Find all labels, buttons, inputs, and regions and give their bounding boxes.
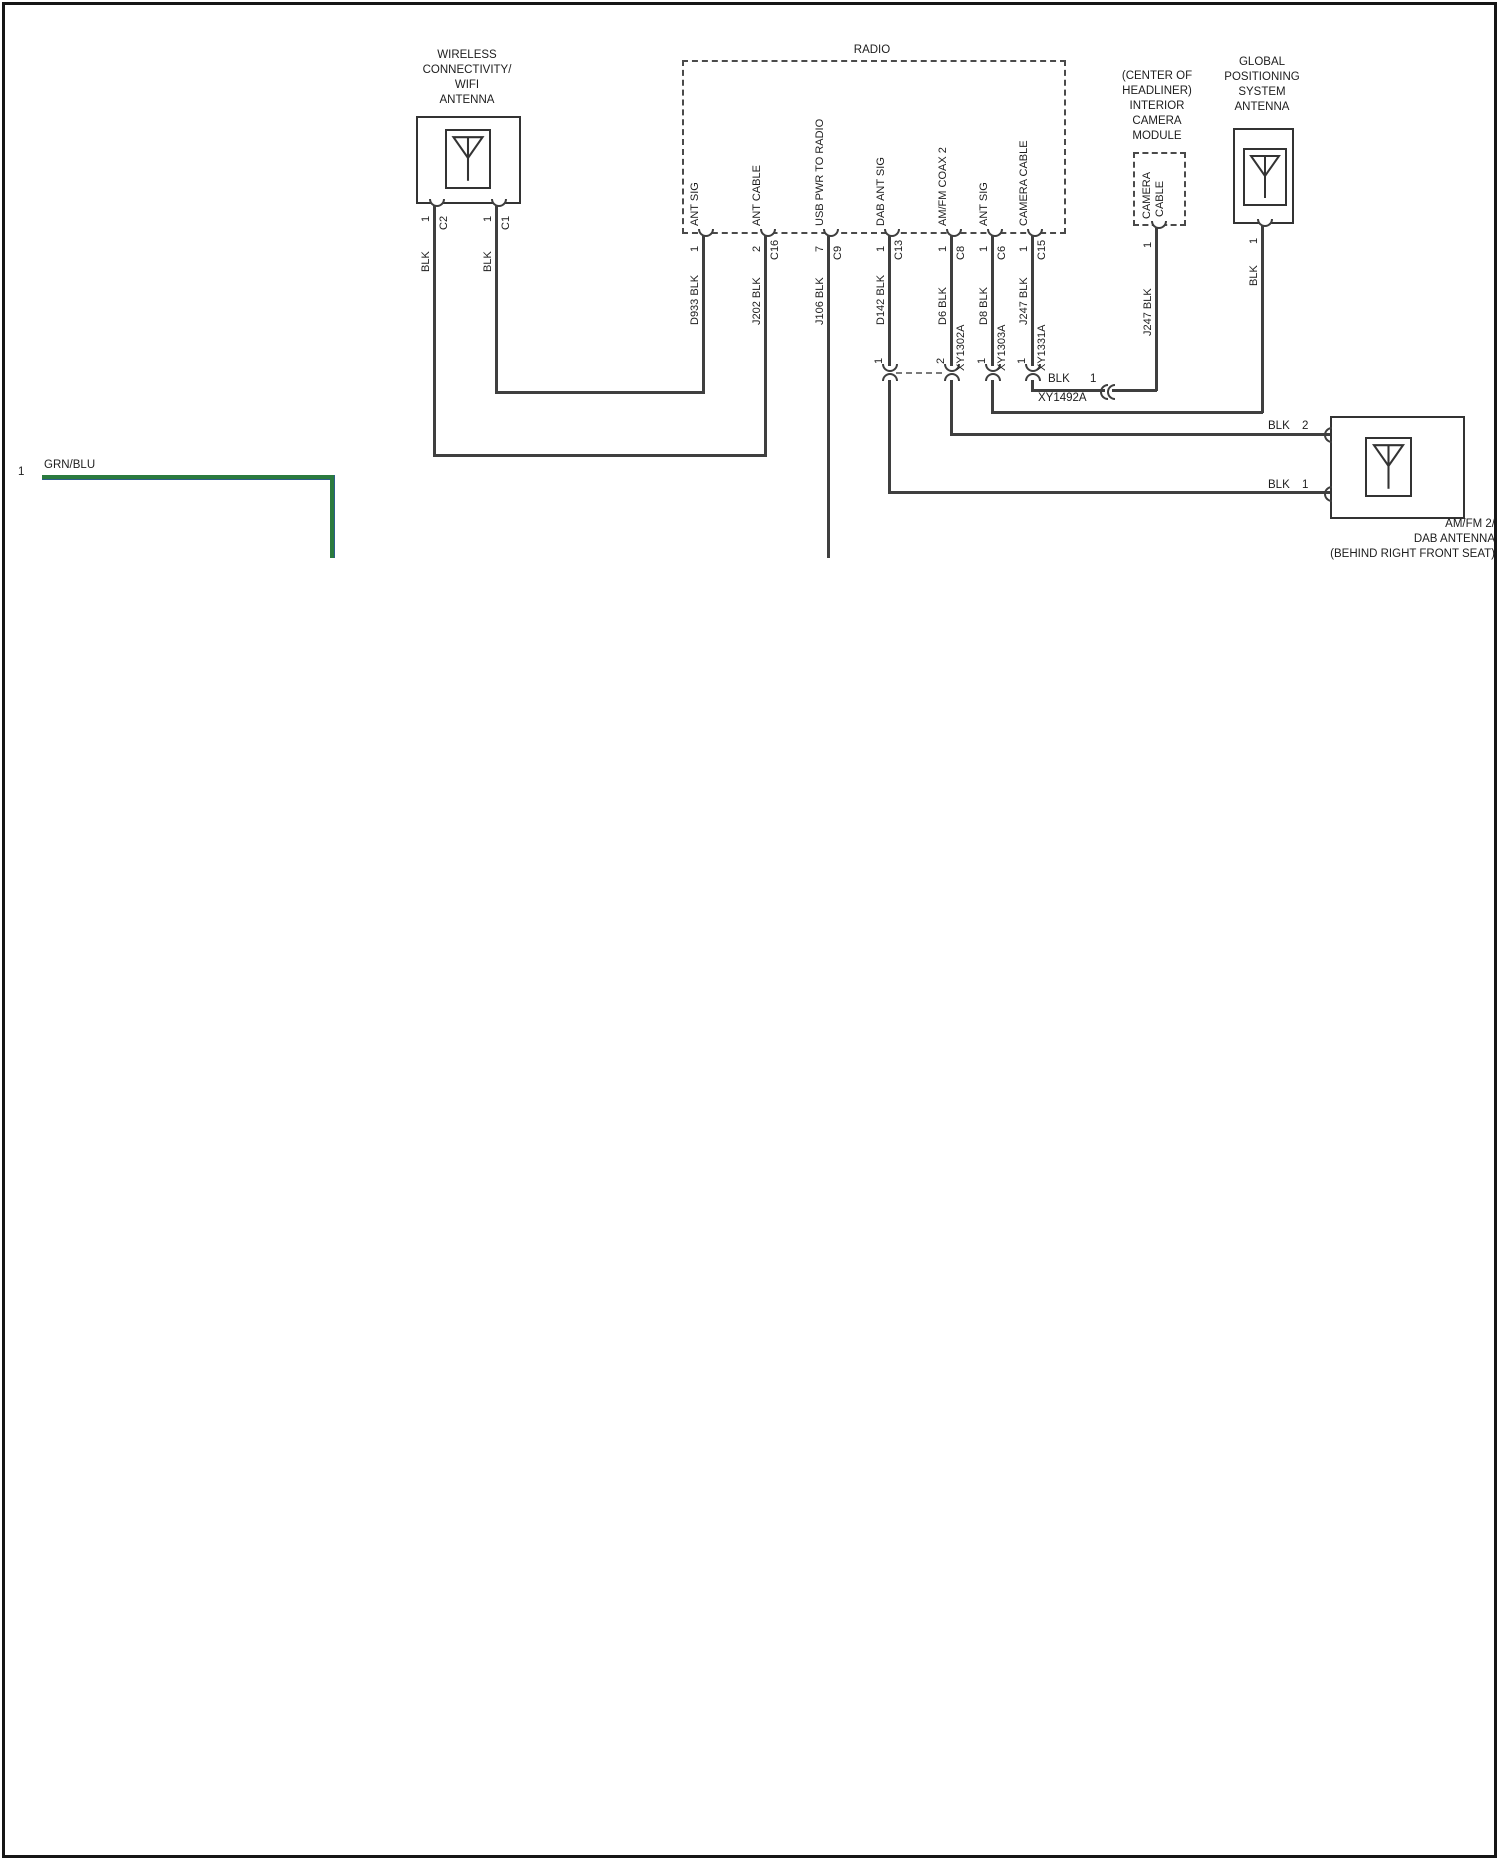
- pin-bracket: [1151, 221, 1167, 229]
- wire-d6: [950, 380, 953, 435]
- wire-c1-d933: [495, 391, 705, 394]
- pin-number: 1: [689, 245, 701, 252]
- antenna-icon: [445, 129, 491, 189]
- wire-color: BLK: [1268, 479, 1290, 491]
- wire-grn-blu: [42, 475, 334, 480]
- inline-connector: [882, 364, 898, 372]
- inline-connector-id: XY1331A: [1036, 324, 1048, 371]
- pin-bracket: [1257, 219, 1273, 227]
- pin-bracket: [429, 199, 445, 207]
- wire-d142: [888, 236, 891, 366]
- inline-connector-id: XY1302A: [955, 324, 967, 371]
- wire-j106: [827, 236, 830, 558]
- circuit-label: J202 BLK: [751, 277, 763, 325]
- pin-number: 1: [1248, 237, 1260, 244]
- circuit-label: J247 BLK: [1142, 288, 1154, 336]
- pin-number: 2: [751, 245, 763, 252]
- wire-c2-j202: [433, 454, 767, 457]
- radio-box: [682, 60, 1066, 234]
- pin-number: 1: [1018, 245, 1030, 252]
- pin-bracket: [491, 199, 507, 207]
- row-number: 1: [18, 466, 25, 478]
- pin-number: 2: [1302, 420, 1309, 432]
- inline-connector: [882, 373, 898, 381]
- wire-gps: [1261, 226, 1264, 413]
- pin-bracket: [1324, 486, 1332, 502]
- radio-pin-label: ANT CABLE: [751, 165, 763, 226]
- radio-pin-label: DAB ANT SIG: [875, 157, 887, 226]
- circuit-label: D8 BLK: [978, 287, 990, 325]
- pin-number: 1: [1302, 479, 1309, 491]
- pin-bracket: [1324, 427, 1332, 443]
- wire-d8-gps: [991, 411, 1263, 414]
- pin-bracket: [884, 229, 900, 237]
- inline-pin-number: 1: [1016, 357, 1028, 364]
- wire-d6: [950, 236, 953, 366]
- pin-number: 1: [978, 245, 990, 252]
- inline-pin-number: 2: [935, 357, 947, 364]
- connector-id: C13: [893, 239, 905, 260]
- wire-d142-antenna: [888, 491, 1330, 494]
- circuit-label: D933 BLK: [689, 274, 701, 325]
- wire-d8: [991, 236, 994, 366]
- wire-color: BLK: [1048, 373, 1070, 385]
- pin-number: 1: [420, 215, 432, 222]
- pin-bracket: [987, 229, 1003, 237]
- pin-number: 1: [482, 215, 494, 222]
- antenna-icon: [1365, 437, 1412, 497]
- connector-id: C6: [996, 245, 1008, 260]
- wire-color: BLK: [1248, 265, 1260, 286]
- radio-pin-label: AM/FM COAX 2: [937, 147, 949, 226]
- radio-pin-label: CAMERA CABLE: [1018, 140, 1030, 226]
- wire-label: GRN/BLU: [44, 459, 96, 471]
- wire-color: BLK: [420, 251, 432, 272]
- pin-bracket: [698, 229, 714, 237]
- pin-bracket: [946, 229, 962, 237]
- blurred-diagram-section: [0, 558, 1500, 1861]
- pin-bracket: [823, 229, 839, 237]
- circuit-label: D142 BLK: [875, 274, 887, 325]
- radio-pin-label: ANT SIG: [978, 182, 990, 226]
- inline-connector: [1107, 384, 1115, 400]
- connector-id: C9: [832, 245, 844, 260]
- camera-pin-word: CAMERA: [1141, 171, 1153, 219]
- circuit-label: J106 BLK: [814, 277, 826, 325]
- radio-title: RADIO: [853, 44, 891, 56]
- inline-connector-id: XY1303A: [996, 324, 1008, 371]
- connector-id: C16: [769, 239, 781, 260]
- wire-j247: [1112, 389, 1157, 392]
- radio-pin-label: ANT SIG: [689, 182, 701, 226]
- pin-bracket: [1027, 229, 1043, 237]
- antenna-icon: [1243, 148, 1287, 206]
- connector-id: C8: [955, 245, 967, 260]
- camera-module-label: (CENTER OF HEADLINER) INTERIOR CAMERA MODULE: [1121, 70, 1193, 142]
- pin-number: 1: [875, 245, 887, 252]
- radio-pin-label: USB PWR TO RADIO: [814, 118, 826, 226]
- wire-d933: [702, 236, 705, 393]
- camera-pin-word: CABLE: [1154, 180, 1166, 217]
- wire-j202: [764, 236, 767, 456]
- wire-d142: [888, 380, 891, 493]
- wire-d6-antenna: [950, 433, 1330, 436]
- wire-d8: [991, 380, 994, 413]
- inline-pin-number: 1: [873, 357, 885, 364]
- connector-id: C15: [1036, 239, 1048, 260]
- inline-connector: [944, 373, 960, 381]
- wire-color: BLK: [482, 251, 494, 272]
- pin-number: 1: [1090, 373, 1097, 385]
- wire-j247: [1031, 236, 1034, 366]
- inline-pin-number: 1: [976, 357, 988, 364]
- wire-c1: [495, 206, 498, 393]
- amfm-antenna-label: AM/FM 2/ DAB ANTENNA (BEHIND RIGHT FRONT SEAT): [1330, 518, 1495, 560]
- gps-antenna-label: GLOBAL POSITIONING SYSTEM ANTENNA: [1224, 56, 1300, 113]
- pin-number: 7: [814, 245, 826, 252]
- wifi-antenna-label: WIRELESS CONNECTIVITY/ WIFI ANTENNA: [422, 49, 512, 106]
- pin-number: 1: [1142, 241, 1154, 248]
- inline-connector: [1025, 373, 1041, 381]
- wire-color: BLK: [1268, 420, 1290, 432]
- inline-connector-id: XY1492A: [1038, 392, 1087, 404]
- inline-connector: [985, 373, 1001, 381]
- wire-grn-blu: [330, 475, 335, 558]
- pin-bracket: [760, 229, 776, 237]
- wire-camera: [1155, 228, 1158, 391]
- circuit-label: D6 BLK: [937, 287, 949, 325]
- pin-number: 1: [937, 245, 949, 252]
- wire-c2: [433, 206, 436, 456]
- circuit-label: J247 BLK: [1018, 277, 1030, 325]
- connector-link: [896, 372, 942, 374]
- connector-id: C1: [500, 215, 512, 230]
- connector-id: C2: [438, 215, 450, 230]
